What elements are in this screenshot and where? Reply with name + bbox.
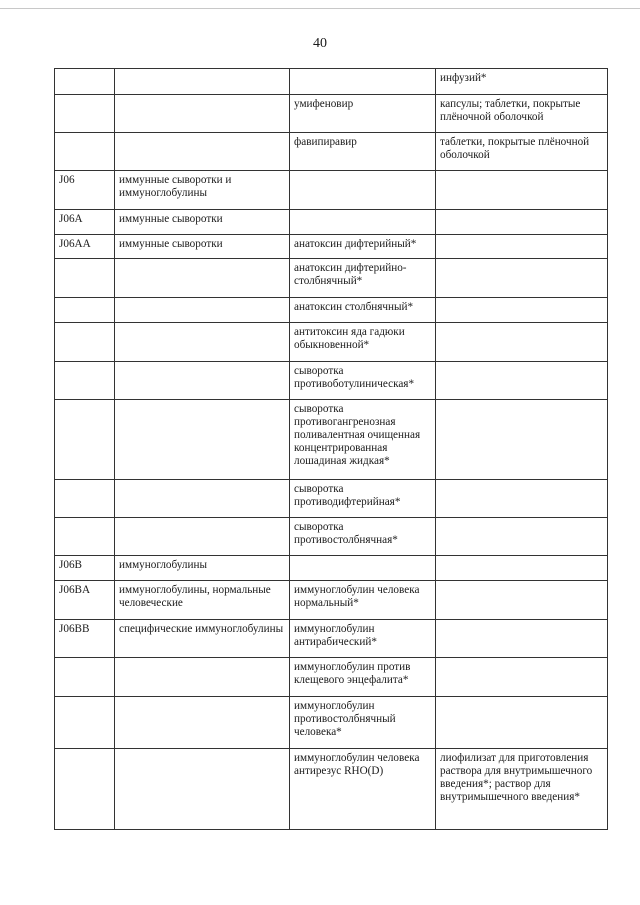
drug-name-cell: анатоксин столбнячный* bbox=[290, 298, 436, 323]
dosage-form-cell bbox=[436, 323, 608, 362]
table-row bbox=[55, 749, 608, 830]
table-row bbox=[55, 556, 608, 581]
atc-group-cell: иммуноглобулины bbox=[115, 556, 290, 581]
dosage-form-cell: таблетки, покрытые плёночной оболочкой bbox=[436, 133, 608, 171]
drug-table-body bbox=[55, 69, 608, 830]
atc-group-cell bbox=[115, 362, 290, 400]
dosage-form-cell bbox=[436, 620, 608, 658]
table-row bbox=[55, 400, 608, 480]
atc-group-cell bbox=[115, 259, 290, 298]
drug-name-cell: антитоксин яда гадюки обыкновенной* bbox=[290, 323, 436, 362]
atc-group-cell bbox=[115, 133, 290, 171]
drug-name-cell: сыворотка противоботулиническая* bbox=[290, 362, 436, 400]
dosage-form-cell bbox=[436, 658, 608, 697]
table-row bbox=[55, 210, 608, 235]
dosage-form-cell bbox=[436, 210, 608, 235]
atc-code-cell bbox=[55, 69, 115, 95]
table-row bbox=[55, 235, 608, 259]
atc-code-cell: J06 bbox=[55, 171, 115, 210]
drug-name-cell bbox=[290, 210, 436, 235]
dosage-form-cell bbox=[436, 480, 608, 518]
atc-group-cell bbox=[115, 697, 290, 749]
atc-group-cell bbox=[115, 95, 290, 133]
drug-name-cell bbox=[290, 171, 436, 210]
table-row bbox=[55, 620, 608, 658]
atc-group-cell: иммунные сыворотки bbox=[115, 210, 290, 235]
dosage-form-cell bbox=[436, 556, 608, 581]
dosage-form-cell bbox=[436, 362, 608, 400]
atc-code-cell bbox=[55, 480, 115, 518]
dosage-form-cell bbox=[436, 235, 608, 259]
table-row bbox=[55, 581, 608, 620]
atc-group-cell bbox=[115, 749, 290, 830]
atc-code-cell: J06A bbox=[55, 210, 115, 235]
dosage-form-cell bbox=[436, 400, 608, 480]
drug-name-cell: фавипиравир bbox=[290, 133, 436, 171]
drug-name-cell: умифеновир bbox=[290, 95, 436, 133]
atc-code-cell bbox=[55, 362, 115, 400]
atc-code-cell bbox=[55, 697, 115, 749]
table-row bbox=[55, 480, 608, 518]
dosage-form-cell: лиофилизат для приготовления раствора для внутримышечного введения*; раствор для внутримышечного введения* bbox=[436, 749, 608, 830]
atc-code-cell: J06AA bbox=[55, 235, 115, 259]
atc-code-cell bbox=[55, 133, 115, 171]
table-row bbox=[55, 362, 608, 400]
atc-code-cell: J06BA bbox=[55, 581, 115, 620]
table-row bbox=[55, 298, 608, 323]
atc-code-cell bbox=[55, 323, 115, 362]
table-row bbox=[55, 69, 608, 95]
atc-code-cell bbox=[55, 400, 115, 480]
table-row bbox=[55, 518, 608, 556]
drug-name-cell: сыворотка противостолбнячная* bbox=[290, 518, 436, 556]
atc-code-cell: J06B bbox=[55, 556, 115, 581]
drug-name-cell bbox=[290, 556, 436, 581]
dosage-form-cell bbox=[436, 697, 608, 749]
atc-group-cell bbox=[115, 323, 290, 362]
table-row bbox=[55, 323, 608, 362]
table-row bbox=[55, 95, 608, 133]
drug-name-cell: сыворотка противогангренозная поливалентная очищенная концентрированная лошадиная жидкая* bbox=[290, 400, 436, 480]
dosage-form-cell bbox=[436, 171, 608, 210]
drug-name-cell: анатоксин дифтерийный* bbox=[290, 235, 436, 259]
atc-group-cell bbox=[115, 400, 290, 480]
drug-name-cell: иммуноглобулин против клещевого энцефалита* bbox=[290, 658, 436, 697]
dosage-form-cell: инфузий* bbox=[436, 69, 608, 95]
dosage-form-cell bbox=[436, 259, 608, 298]
atc-group-cell: иммуноглобулины, нормальные человеческие bbox=[115, 581, 290, 620]
page-number: 40 bbox=[313, 36, 327, 51]
drug-name-cell: анатоксин дифтерийно-столбнячный* bbox=[290, 259, 436, 298]
atc-code-cell bbox=[55, 95, 115, 133]
atc-group-cell bbox=[115, 518, 290, 556]
drug-name-cell bbox=[290, 69, 436, 95]
drug-name-cell: иммуноглобулин противостолбнячный человека* bbox=[290, 697, 436, 749]
atc-code-cell bbox=[55, 518, 115, 556]
atc-code-cell bbox=[55, 658, 115, 697]
table-row bbox=[55, 171, 608, 210]
drug-name-cell: иммуноглобулин человека нормальный* bbox=[290, 581, 436, 620]
page-top-rule bbox=[0, 8, 640, 9]
atc-group-cell: иммунные сыворотки bbox=[115, 235, 290, 259]
atc-group-cell: иммунные сыворотки и иммуноглобулины bbox=[115, 171, 290, 210]
atc-code-cell bbox=[55, 259, 115, 298]
atc-code-cell bbox=[55, 749, 115, 830]
atc-group-cell bbox=[115, 69, 290, 95]
drug-table bbox=[54, 68, 608, 830]
dosage-form-cell: капсулы; таблетки, покрытые плёночной оболочкой bbox=[436, 95, 608, 133]
dosage-form-cell bbox=[436, 298, 608, 323]
atc-code-cell: J06BB bbox=[55, 620, 115, 658]
dosage-form-cell bbox=[436, 518, 608, 556]
drug-name-cell: иммуноглобулин человека антирезус RHO(D) bbox=[290, 749, 436, 830]
atc-group-cell bbox=[115, 480, 290, 518]
drug-name-cell: иммуноглобулин антирабический* bbox=[290, 620, 436, 658]
atc-group-cell: специфические иммуноглобулины bbox=[115, 620, 290, 658]
dosage-form-cell bbox=[436, 581, 608, 620]
table-row bbox=[55, 259, 608, 298]
table-row bbox=[55, 658, 608, 697]
table-row bbox=[55, 133, 608, 171]
atc-group-cell bbox=[115, 658, 290, 697]
table-row bbox=[55, 697, 608, 749]
atc-code-cell bbox=[55, 298, 115, 323]
atc-group-cell bbox=[115, 298, 290, 323]
drug-name-cell: сыворотка противодифтерийная* bbox=[290, 480, 436, 518]
